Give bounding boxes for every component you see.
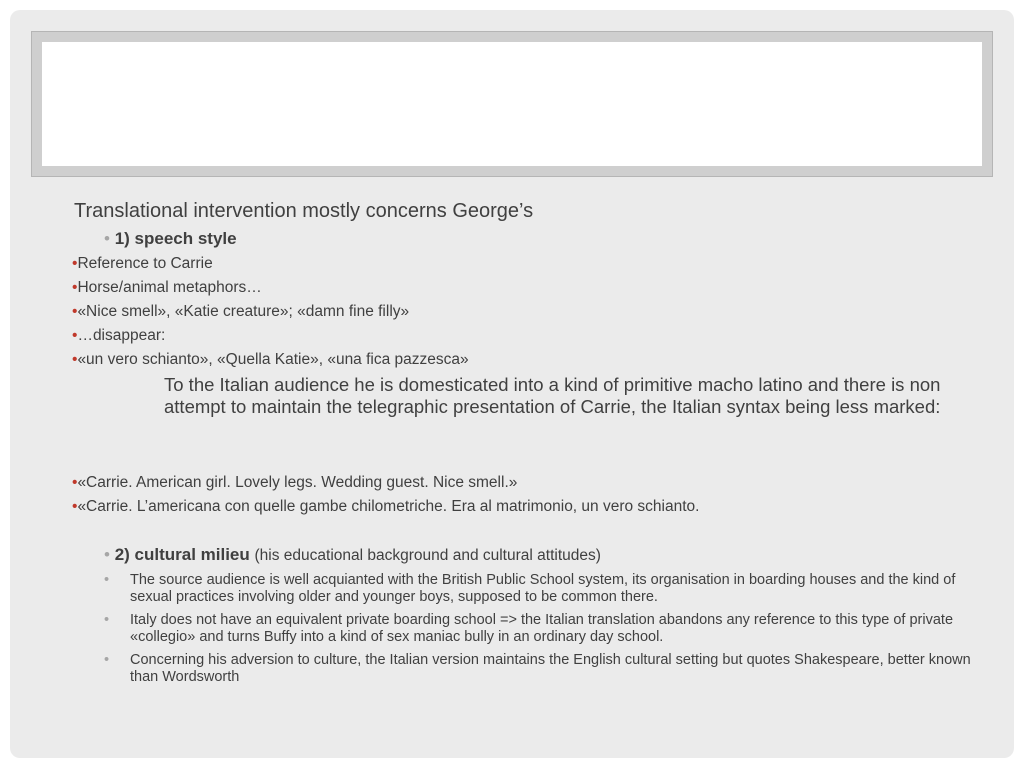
slide bbox=[10, 10, 1014, 758]
red-bullet-icon: • bbox=[72, 474, 78, 491]
red-bullet-icon: • bbox=[72, 303, 78, 320]
list-item: •«un vero schianto», «Quella Katie», «una fica pazzesca» bbox=[72, 351, 469, 368]
explanation-paragraph: To the Italian audience he is domesticated into a kind of primitive macho latino and there is non attempt to maintain the telegraphic presentation of Carrie, the Italian syntax being less marked: bbox=[164, 374, 941, 417]
sub-list-item: • Concerning his adversion to culture, the Italian version maintains the English cultural setting but quotes Shakespeare, better known than Wordsworth bbox=[104, 652, 971, 685]
grey-bullet-icon: • bbox=[104, 572, 110, 588]
slide-content bbox=[10, 10, 1014, 758]
list-item: •«Carrie. American girl. Lovely legs. Wedding guest. Nice smell.» bbox=[72, 474, 518, 491]
list-item: •«Nice smell», «Katie creature»; «damn fine filly» bbox=[72, 303, 410, 320]
section-speech-style bbox=[104, 229, 237, 249]
list-item: •Reference to Carrie bbox=[72, 255, 213, 272]
section-heading: 1) speech style bbox=[114, 229, 237, 248]
list-item: •«Carrie. L’americana con quelle gambe chilometriche. Era al matrimonio, un vero schianto. bbox=[72, 498, 700, 515]
bullet-icon: • bbox=[104, 545, 110, 564]
red-bullet-icon: • bbox=[72, 279, 78, 296]
red-bullet-icon: • bbox=[72, 351, 78, 368]
intro-text: Translational intervention mostly concerns George’s bbox=[74, 200, 534, 222]
red-bullet-icon: • bbox=[72, 255, 78, 272]
list-item: •…disappear: bbox=[72, 327, 166, 344]
grey-bullet-icon: • bbox=[104, 612, 110, 628]
red-bullet-icon: • bbox=[72, 327, 78, 344]
bullet-icon: • bbox=[104, 229, 110, 248]
section-heading: 2) cultural milieu bbox=[114, 545, 250, 564]
section-cultural-milieu bbox=[104, 545, 601, 565]
sub-list-item: • Italy does not have an equivalent private boarding school => the Italian translation abandons any reference to this type of private «collegio» and turns Buffy into a kind of sex maniac bully in an ordinary day school. bbox=[104, 612, 954, 645]
sub-list-item: • The source audience is well acquianted with the British Public School system, its organisation in boarding houses and the kind of sexual practices involving older and younger boys, supposed to be common there. bbox=[104, 572, 956, 605]
list-item: •Horse/animal metaphors… bbox=[72, 279, 262, 296]
grey-bullet-icon: • bbox=[104, 652, 110, 668]
red-bullet-icon: • bbox=[72, 498, 78, 515]
section-note: (his educational background and cultural attitudes) bbox=[254, 547, 601, 564]
